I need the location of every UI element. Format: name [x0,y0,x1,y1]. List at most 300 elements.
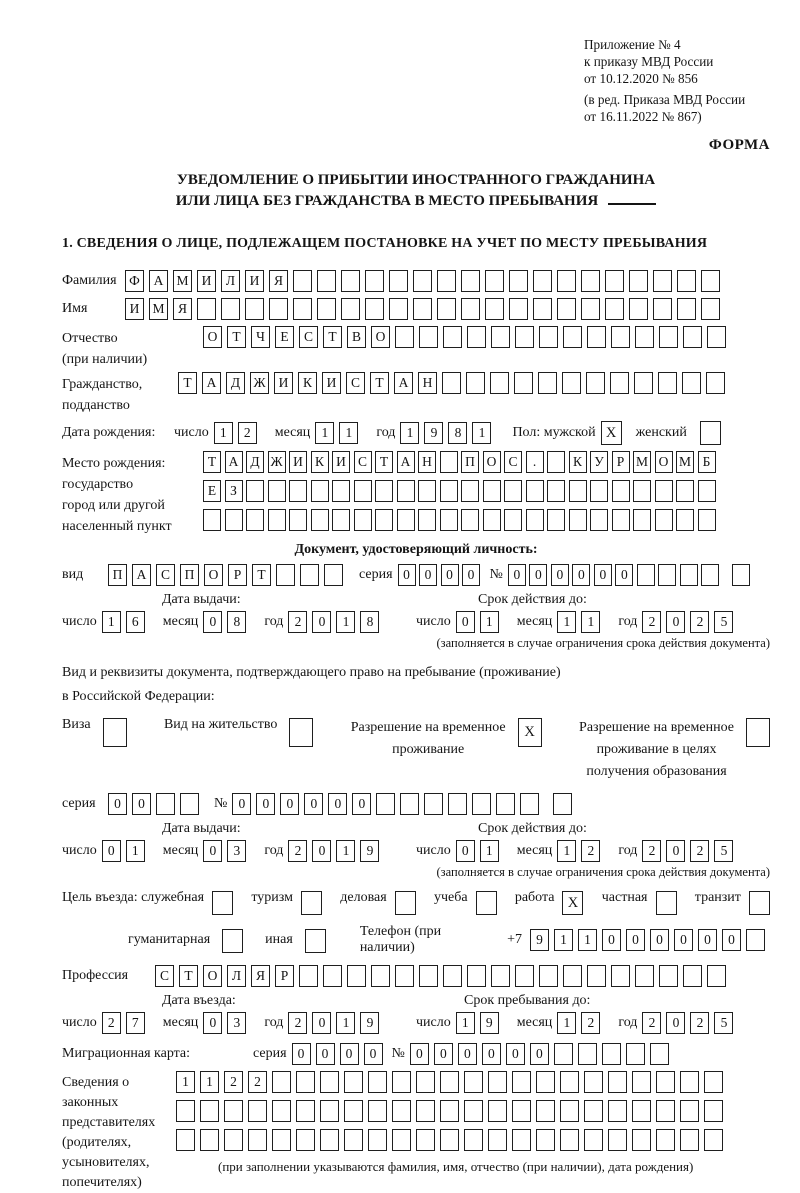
form-cell [629,298,648,320]
form-cell [569,509,587,531]
form-cell: 0 [458,1043,477,1065]
permit-series-field[interactable] [108,793,204,815]
form-cell [563,326,582,348]
form-cell [704,1129,723,1151]
stay-month-field[interactable] [557,1012,605,1034]
day-word: число [62,1015,97,1030]
purpose-humanitarian-checkbox[interactable] [222,929,243,953]
number-word: № [214,796,228,811]
form-cell: А [394,372,413,394]
form-cell [633,509,651,531]
temp-residence-permit-checkbox[interactable]: X [518,718,542,747]
form-cell: 1 [557,611,576,633]
permit-number-field[interactable] [232,793,544,815]
birth-place-label: Место рождения: государство город или другой населенный пункт [62,456,172,534]
purpose-other-label: иная [265,932,293,947]
month-word: месяц [274,424,311,440]
temp-residence-permit-label: Разрешение на временное проживание [350,720,506,757]
doc-number-extra-box[interactable] [732,564,754,586]
permit-valid-month-field[interactable] [557,840,605,862]
phone-field[interactable] [530,929,770,951]
profession-label: Профессия [62,968,129,983]
form-cell [547,509,565,531]
form-cell: 1 [472,422,491,444]
form-cell: С [156,564,175,586]
form-cell [464,1100,483,1122]
doc-kind-field[interactable] [108,564,348,586]
form-cell: М [633,451,651,473]
stay-year-field[interactable] [642,1012,738,1034]
form-cell: Н [418,372,437,394]
sex-male-checkbox[interactable]: X [601,421,622,445]
form-cell [268,509,286,531]
form-cell [418,509,436,531]
day-word: число [416,1015,451,1030]
form-cell [512,1129,531,1151]
form-cell: 1 [557,1012,576,1034]
purpose-transit-checkbox[interactable] [749,891,770,915]
form-cell [707,965,726,987]
form-cell: 2 [690,1012,709,1034]
form-cell [289,480,307,502]
year-word: год [376,424,396,440]
permit-issue-day-field[interactable] [102,840,150,862]
residence-doc-intro: Вид и реквизиты документа, подтверждающего право на пребывание (проживание) в Российской Федерации: [62,665,561,704]
form-cell [707,326,726,348]
day-word: число [62,843,97,858]
form-cell [677,270,696,292]
form-cell: 0 [102,840,121,862]
form-cell: 1 [581,611,600,633]
form-cell: Ж [250,372,269,394]
surname-label: Фамилия [62,273,117,288]
purpose-official-checkbox[interactable] [212,891,233,915]
profession-field[interactable] [155,965,731,987]
form-cell: 8 [448,422,467,444]
form-cell [632,1071,651,1093]
entry-year-field[interactable] [288,1012,384,1034]
form-cell: З [225,480,243,502]
form-cell [248,1129,267,1151]
birth-place-field-row1[interactable] [203,451,719,473]
purpose-work-checkbox[interactable]: X [562,891,583,915]
form-cell [268,480,286,502]
birth-year-field[interactable] [400,422,496,444]
form-cell [698,509,716,531]
given-name-field[interactable] [125,298,725,320]
visa-checkbox[interactable] [103,718,127,747]
form-cell: 0 [594,564,612,586]
form-cell: К [298,372,317,394]
form-cell: С [299,326,318,348]
form-cell [612,509,630,531]
form-cell: 1 [554,929,573,951]
form-cell [344,1071,363,1093]
form-cell: 2 [690,840,709,862]
form-cell [533,270,552,292]
surname-field[interactable] [125,270,725,292]
form-cell [246,509,264,531]
purpose-official-label: Цель въезда: служебная [62,890,205,905]
form-cell [514,372,533,394]
form-cell: Т [252,564,271,586]
form-cell: 1 [480,840,499,862]
doc-valid-day-field[interactable] [456,611,504,633]
form-cell [395,965,414,987]
form-cell: О [203,326,222,348]
form-cell: 0 [203,1012,222,1034]
form-cell [610,372,629,394]
sex-female-label: женский [635,424,687,440]
patronymic-field[interactable] [203,326,731,348]
form-cell: И [274,372,293,394]
form-cell [344,1129,363,1151]
form-cell: 0 [232,793,251,815]
form-cell [269,298,288,320]
birth-date-label: Дата рождения: [62,424,156,440]
form-cell: 0 [674,929,693,951]
form-cell [562,372,581,394]
form-cell [676,480,694,502]
form-cell [418,480,436,502]
form-cell [400,793,419,815]
form-cell [536,1129,555,1151]
form-cell [680,1100,699,1122]
form-cell: 0 [434,1043,453,1065]
birth-place-field-row3[interactable] [203,509,719,531]
form-cell [605,270,624,292]
form-cell [677,298,696,320]
form-cell [635,965,654,987]
form-cell [515,965,534,987]
birth-day-field[interactable] [214,422,262,444]
form-cell [491,965,510,987]
form-cell [397,509,415,531]
form-cell [539,326,558,348]
doc-series-field[interactable] [398,564,484,586]
form-cell [634,372,653,394]
form-cell [526,509,544,531]
form-cell: 1 [336,1012,355,1034]
form-cell [539,965,558,987]
form-cell: 0 [256,793,275,815]
form-cell [224,1100,243,1122]
form-cell [296,1100,315,1122]
purpose-study-checkbox[interactable] [476,891,497,915]
revision-line: (в ред. Приказа МВД России [584,92,746,107]
form-cell: О [203,965,222,987]
form-cell [590,480,608,502]
form-cell: 0 [410,1043,429,1065]
purpose-private-checkbox[interactable] [656,891,677,915]
form-cell [368,1129,387,1151]
purpose-humanitarian-label: гуманитарная [128,932,211,947]
form-cell: 0 [419,564,437,586]
permit-issue-year-field[interactable] [288,840,384,862]
form-cell: 0 [328,793,347,815]
form-cell [536,1071,555,1093]
form-cell: Т [375,451,393,473]
form-cell: 2 [642,1012,661,1034]
form-cell [586,372,605,394]
form-cell [581,298,600,320]
form-cell: О [371,326,390,348]
form-cell: 2 [288,840,307,862]
revision-line: от 16.11.2022 № 867) [584,109,702,124]
purpose-private-label: частная [601,890,648,905]
form-cell: 0 [312,1012,331,1034]
form-cell: 1 [200,1071,219,1093]
purpose-business-label: деловая [340,890,387,905]
form-cell: А [149,270,168,292]
form-cell: У [590,451,608,473]
form-cell [611,326,630,348]
form-cell [526,480,544,502]
form-cell [682,372,701,394]
form-cell [658,372,677,394]
form-cell: 0 [650,929,669,951]
form-cell [632,1100,651,1122]
form-cell: И [245,270,264,292]
form-cell: 2 [581,1012,600,1034]
form-cell: 0 [666,611,685,633]
form-cell: 0 [304,793,323,815]
doc-validity-note: (заполняется в случае ограничения срока действия документа) [436,636,770,650]
form-cell: 2 [248,1071,267,1093]
sex-female-checkbox[interactable] [700,421,721,445]
form-cell [392,1129,411,1151]
form-cell [368,1071,387,1093]
form-cell [485,270,504,292]
doc-issue-day-field[interactable] [102,611,150,633]
purpose-business-checkbox[interactable] [395,891,416,915]
permit-valid-day-field[interactable] [456,840,504,862]
form-cell: П [461,451,479,473]
purpose-study-label: учеба [433,890,468,905]
form-cell [464,1071,483,1093]
day-word: число [174,424,209,440]
purpose-other-checkbox[interactable] [305,929,326,953]
form-cell [659,965,678,987]
form-cell [437,298,456,320]
form-cell [276,564,295,586]
form-cell: 1 [126,840,145,862]
form-label: ФОРМА [708,137,770,153]
form-cell [419,965,438,987]
form-cell [557,298,576,320]
purpose-work-label: работа [514,890,555,905]
form-cell [533,298,552,320]
stay-until-label: Срок пребывания до: [464,993,591,1008]
purpose-tourism-checkbox[interactable] [301,891,322,915]
year-word: год [618,1015,638,1030]
form-cell: 0 [280,793,299,815]
form-cell [176,1129,195,1151]
form-cell [440,1100,459,1122]
form-cell [416,1129,435,1151]
form-cell: 2 [238,422,257,444]
form-cell [344,1100,363,1122]
doc-valid-month-field[interactable] [557,611,605,633]
form-cell: 0 [530,1043,549,1065]
form-cell [536,1100,555,1122]
entry-day-field[interactable] [102,1012,150,1034]
form-cell [488,1100,507,1122]
birth-place-field-row2[interactable] [203,480,719,502]
form-cell [293,298,312,320]
form-title-line1: УВЕДОМЛЕНИЕ О ПРИБЫТИИ ИНОСТРАННОГО ГРАЖДАНИНА [176,172,656,188]
representatives-note: (при заполнении указываются фамилия, имя, отчество (при наличии), дата рождения) [218,1159,694,1174]
permit-valid-year-field[interactable] [642,840,738,862]
form-cell: 0 [482,1043,501,1065]
form-cell [467,965,486,987]
form-cell: . [526,451,544,473]
form-cell: М [149,298,168,320]
form-cell [483,509,501,531]
form-cell: И [197,270,216,292]
form-cell: Ч [251,326,270,348]
form-cell: Е [203,480,221,502]
form-cell: 1 [557,840,576,862]
section1-heading: 1. СВЕДЕНИЯ О ЛИЦЕ, ПОДЛЕЖАЩЕМ ПОСТАНОВКЕ НА УЧЕТ ПО МЕСТУ ПРЕБЫВАНИЯ [62,236,708,251]
form-cell [413,270,432,292]
form-cell [416,1071,435,1093]
form-cell: 0 [364,1043,383,1065]
form-cell: Р [275,965,294,987]
form-cell [354,480,372,502]
form-cell: Я [173,298,192,320]
form-cell [375,480,393,502]
form-cell: 0 [626,929,645,951]
form-cell [509,270,528,292]
form-cell: А [202,372,221,394]
form-cell: 8 [227,611,246,633]
doc-number-field[interactable] [508,564,723,586]
form-cell [375,509,393,531]
form-cell [584,1071,603,1093]
form-cell [538,372,557,394]
form-cell [504,480,522,502]
form-cell: К [569,451,587,473]
form-cell [656,1071,675,1093]
doc-issue-year-field[interactable] [288,611,384,633]
form-cell [581,270,600,292]
form-cell [629,270,648,292]
education-permit-checkbox[interactable] [746,718,770,747]
form-cell [557,270,576,292]
entry-month-field[interactable] [203,1012,251,1034]
form-cell: П [108,564,127,586]
citizenship-field[interactable] [178,372,730,394]
form-cell [440,480,458,502]
permit-issue-month-field[interactable] [203,840,251,862]
doc-valid-until-label: Срок действия до: [478,592,587,607]
appendix-block [584,36,770,125]
month-word: месяц [162,1015,199,1030]
permit-number-extra-box[interactable] [553,793,577,815]
migration-series-field[interactable] [292,1043,388,1065]
form-cell: 5 [714,840,733,862]
stay-day-field[interactable] [456,1012,504,1034]
form-cell [587,326,606,348]
form-cell: 2 [288,611,307,633]
form-cell [416,1100,435,1122]
form-cell [483,480,501,502]
representatives-field-row2[interactable] [176,1100,728,1122]
form-cell: А [225,451,243,473]
sex-label: Пол: мужской [512,424,596,440]
form-cell: 2 [642,611,661,633]
form-cell [200,1129,219,1151]
doc-issue-date-label: Дата выдачи: [162,592,241,607]
doc-issue-month-field[interactable] [203,611,251,633]
form-cell [424,793,443,815]
form-cell [653,298,672,320]
form-cell [653,270,672,292]
migration-number-field[interactable] [410,1043,674,1065]
representatives-field-row3[interactable] [176,1129,728,1151]
title-blank-underline [608,191,656,205]
form-cell: 0 [529,564,547,586]
representatives-field-row1[interactable] [176,1071,728,1093]
form-cell [635,326,654,348]
form-cell [419,326,438,348]
form-cell [704,1100,723,1122]
form-cell [732,564,750,586]
form-cell [272,1129,291,1151]
form-cell: 1 [315,422,334,444]
form-cell [676,509,694,531]
form-cell: 1 [339,422,358,444]
form-cell: Д [246,451,264,473]
form-cell [605,298,624,320]
form-cell: 1 [214,422,233,444]
form-cell [701,270,720,292]
form-cell: 0 [352,793,371,815]
form-cell [612,480,630,502]
form-cell: 5 [714,611,733,633]
form-cell [547,480,565,502]
form-cell [608,1071,627,1093]
form-cell [466,372,485,394]
birth-month-field[interactable] [315,422,363,444]
doc-valid-year-field[interactable] [642,611,738,633]
form-cell [655,509,673,531]
purpose-tourism-label: туризм [251,890,293,905]
year-word: год [264,1015,284,1030]
form-cell: Т [179,965,198,987]
form-cell: 0 [506,1043,525,1065]
form-cell: Н [418,451,436,473]
form-cell [512,1100,531,1122]
form-cell [650,1043,669,1065]
form-cell: 3 [227,1012,246,1034]
form-cell [608,1100,627,1122]
form-cell: Р [612,451,630,473]
form-cell: Т [203,451,221,473]
year-word: год [264,614,284,629]
form-cell: 0 [203,840,222,862]
form-cell: 0 [203,611,222,633]
form-cell [392,1100,411,1122]
education-permit-label: Разрешение на временное проживание в целях получения образования [579,720,734,779]
form-cell: С [354,451,372,473]
form-cell: 1 [102,611,121,633]
form-cell [560,1071,579,1093]
residence-permit-checkbox[interactable] [289,718,313,747]
form-cell: 0 [312,840,331,862]
form-cell [365,270,384,292]
